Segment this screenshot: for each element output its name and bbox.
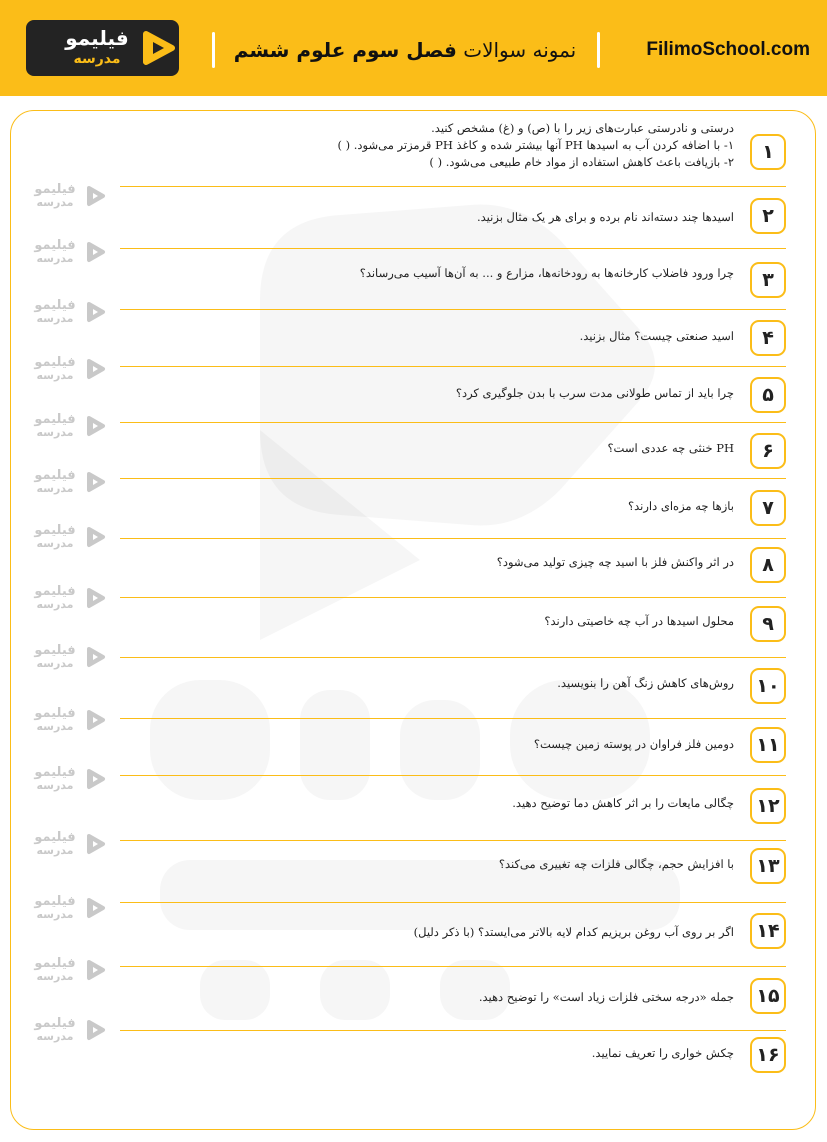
page-header: [0, 0, 827, 96]
side-logo-subtext: مدرسه: [36, 312, 74, 325]
play-logo-icon: [86, 958, 106, 982]
answer-line: [120, 657, 786, 658]
answer-line: [120, 597, 786, 598]
side-logo: [30, 706, 110, 736]
side-logo-subtext: مدرسه: [36, 426, 74, 439]
question-text: چکش خواری را تعریف نمایید.: [591, 1046, 734, 1060]
side-logo-text: فیلیمو: [34, 706, 76, 721]
side-logo-text: فیلیمو: [34, 765, 76, 780]
question-text: اگر بر روی آب روغن بریزیم کدام لایه بالاتر می‌ایستد؟ (با ذکر دلیل): [413, 925, 734, 939]
question-text: با افزایش حجم، چگالی فلزات چه تغییری می‌کند؟: [498, 857, 734, 871]
play-logo-icon: [86, 470, 106, 494]
logo-subname: مدرسه: [73, 51, 121, 67]
side-logo-text: فیلیمو: [34, 238, 76, 253]
side-logo-text: فیلیمو: [34, 523, 76, 538]
question-text: PH خنثی چه عددی است؟: [607, 441, 734, 455]
play-logo-icon: [142, 28, 176, 68]
side-logo: [30, 956, 110, 986]
question-text: ۱- با اضافه کردن آب به اسیدها PH آنها بیشتر شده و کاغذ PH قرمزتر می‌شود. ( ): [337, 138, 734, 152]
side-logo-subtext: مدرسه: [36, 598, 74, 611]
side-logo-subtext: مدرسه: [36, 720, 74, 733]
question-text: اسید صنعتی چیست؟ مثال بزنید.: [579, 329, 734, 343]
side-logo: [30, 238, 110, 268]
side-logo-subtext: مدرسه: [36, 196, 74, 209]
question-number: ۷: [750, 490, 786, 526]
side-logo-text: فیلیمو: [34, 1016, 76, 1031]
side-logo: [30, 355, 110, 385]
question-number: ۸: [750, 547, 786, 583]
answer-line: [120, 902, 786, 903]
site-link[interactable]: FilimoSchool.com: [646, 39, 810, 60]
side-logo-text: فیلیمو: [34, 182, 76, 197]
side-logo-text: فیلیمو: [34, 468, 76, 483]
side-logo-subtext: مدرسه: [36, 844, 74, 857]
side-logo: [30, 830, 110, 860]
side-logo-subtext: مدرسه: [36, 657, 74, 670]
play-logo-icon: [86, 1018, 106, 1042]
play-logo-icon: [86, 300, 106, 324]
play-logo-icon: [86, 240, 106, 264]
side-logo-text: فیلیمو: [34, 956, 76, 971]
side-logo-text: فیلیمو: [34, 412, 76, 427]
play-logo-icon: [86, 357, 106, 381]
side-logo: [30, 894, 110, 924]
question-number: ۱۶: [750, 1037, 786, 1073]
play-logo-icon: [86, 645, 106, 669]
play-logo-icon: [86, 586, 106, 610]
side-logo-subtext: مدرسه: [36, 369, 74, 382]
answer-line: [120, 186, 786, 187]
side-logo-subtext: مدرسه: [36, 482, 74, 495]
question-number: ۴: [750, 320, 786, 356]
question-number: ۶: [750, 433, 786, 469]
question-text: جمله «درجه سختی فلزات زیاد است» را توضیح دهید.: [478, 990, 734, 1004]
answer-line: [120, 840, 786, 841]
brand-logo[interactable]: [26, 20, 179, 76]
question-number: ۱۴: [750, 913, 786, 949]
header-divider: [597, 32, 600, 68]
question-number: ۹: [750, 606, 786, 642]
play-logo-icon: [86, 708, 106, 732]
question-text: ۲- بازیافت باعث کاهش استفاده از مواد خام طبیعی می‌شود. ( ): [429, 155, 734, 169]
side-logo-subtext: مدرسه: [36, 908, 74, 921]
answer-line: [120, 775, 786, 776]
question-text: در اثر واکنش فلز با اسید چه چیزی تولید می‌شود؟: [496, 555, 734, 569]
side-logo-text: فیلیمو: [34, 643, 76, 658]
answer-line: [120, 366, 786, 367]
side-logo-text: فیلیمو: [34, 584, 76, 599]
side-logo: [30, 643, 110, 673]
question-number: ۱۳: [750, 848, 786, 884]
side-logo-text: فیلیمو: [34, 830, 76, 845]
side-logo: [30, 182, 110, 212]
side-logo-subtext: مدرسه: [36, 537, 74, 550]
answer-line: [120, 538, 786, 539]
question-number: ۱: [750, 134, 786, 170]
question-text: روش‌های کاهش زنگ آهن را بنویسید.: [557, 676, 734, 690]
question-number: ۱۲: [750, 788, 786, 824]
answer-line: [120, 718, 786, 719]
play-logo-icon: [86, 414, 106, 438]
side-logo: [30, 412, 110, 442]
question-text: اسیدها چند دسته‌اند نام برده و برای هر یک مثال بزنید.: [476, 210, 734, 224]
side-logo: [30, 523, 110, 553]
question-text: درستی و نادرستی عبارت‌های زیر را با (ص) و (غ) مشخص کنید.: [431, 121, 734, 135]
side-logo-subtext: مدرسه: [36, 970, 74, 983]
side-logo-subtext: مدرسه: [36, 779, 74, 792]
side-logo-subtext: مدرسه: [36, 252, 74, 265]
logo-name: فیلیمو: [65, 26, 129, 50]
question-text: محلول اسیدها در آب چه خاصیتی دارند؟: [544, 614, 734, 628]
side-logo: [30, 1016, 110, 1046]
question-number: ۱۰: [750, 668, 786, 704]
question-number: ۵: [750, 377, 786, 413]
question-text: چگالی مایعات را بر اثر کاهش دما توضیح دهید.: [512, 796, 734, 810]
play-logo-icon: [86, 896, 106, 920]
title-prefix: نمونه سوالات: [463, 38, 577, 62]
question-number: ۱۱: [750, 727, 786, 763]
answer-line: [120, 966, 786, 967]
side-logo-subtext: مدرسه: [36, 1030, 74, 1043]
question-text: دومین فلز فراوان در پوسته زمین چیست؟: [533, 737, 734, 751]
answer-line: [120, 422, 786, 423]
play-logo-icon: [86, 767, 106, 791]
question-number: ۱۵: [750, 978, 786, 1014]
answer-line: [120, 1030, 786, 1031]
side-logo: [30, 765, 110, 795]
answer-line: [120, 478, 786, 479]
header-divider: [212, 32, 215, 68]
side-logo-text: فیلیمو: [34, 894, 76, 909]
question-text: بازها چه مزه‌ای دارند؟: [627, 499, 734, 513]
side-logo: [30, 298, 110, 328]
side-logo-text: فیلیمو: [34, 355, 76, 370]
question-number: ۳: [750, 262, 786, 298]
page-title: [226, 30, 584, 70]
side-logo: [30, 584, 110, 614]
question-number: ۲: [750, 198, 786, 234]
answer-line: [120, 309, 786, 310]
question-text: چرا ورود فاضلاب کارخانه‌ها به رودخانه‌ها، مزارع و ... به آن‌ها آسیب می‌رساند؟: [359, 266, 734, 280]
play-logo-icon: [86, 832, 106, 856]
answer-line: [120, 248, 786, 249]
title-topic: فصل سوم علوم ششم: [233, 38, 457, 62]
side-logo: [30, 468, 110, 498]
play-logo-icon: [86, 525, 106, 549]
play-logo-icon: [86, 184, 106, 208]
side-logo-text: فیلیمو: [34, 298, 76, 313]
question-text: چرا باید از تماس طولانی مدت سرب با بدن جلوگیری کرد؟: [455, 386, 734, 400]
